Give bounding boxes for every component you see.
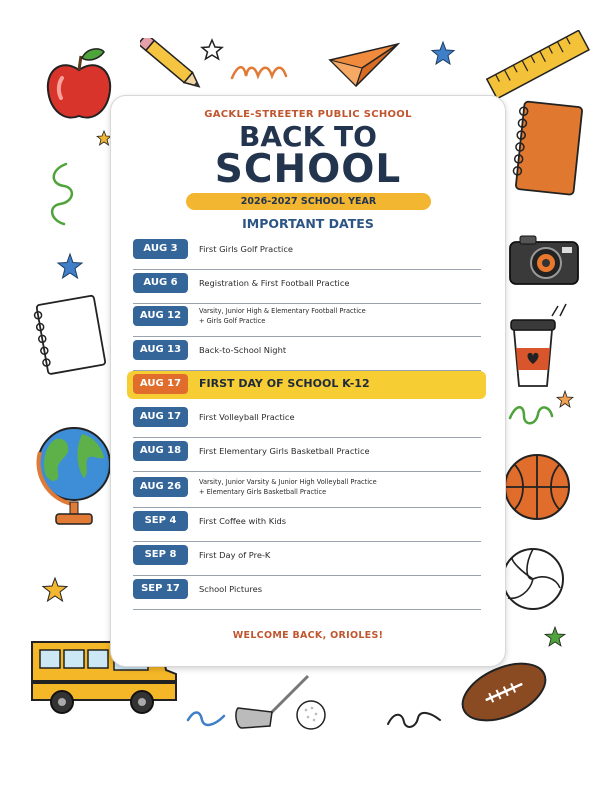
- star-icon: [556, 390, 574, 408]
- date-badge: AUG 12: [133, 306, 188, 326]
- date-row-highlight: [133, 373, 479, 407]
- coffee-cup-icon: [505, 312, 561, 390]
- date-row: [133, 303, 479, 337]
- spiral-notepad-icon: [30, 292, 110, 378]
- event-text: School Pictures: [199, 584, 263, 594]
- notebook-icon: [508, 96, 588, 200]
- divider: [133, 471, 481, 472]
- swirl-icon: [184, 708, 228, 728]
- date-badge: AUG 18: [133, 441, 188, 461]
- date-row: [133, 438, 479, 472]
- date-row: [133, 337, 479, 371]
- steam-icon: [548, 300, 572, 320]
- star-icon: [430, 40, 456, 66]
- event-text: [199, 477, 475, 497]
- date-badge: SEP 4: [133, 511, 188, 531]
- welcome-message: WELCOME BACK, ORIOLES!: [232, 630, 384, 641]
- event-text: First Day of Pre-K: [199, 550, 271, 560]
- event-text: First Elementary Girls Basketball Practice: [199, 446, 370, 456]
- camera-icon: [506, 230, 582, 288]
- date-row: [133, 508, 479, 542]
- title-line-1: BACK TO: [239, 120, 377, 153]
- star-icon: [40, 576, 70, 604]
- event-text-line-2: + Elementary Girls Basketball Practice: [199, 488, 327, 496]
- globe-icon: [32, 412, 112, 532]
- event-text-line-1: Varsity, Junior Varsity & Junior High Volleyball Practice: [199, 478, 377, 486]
- apple-icon: [42, 44, 116, 124]
- event-text: FIRST DAY OF SCHOOL K-12: [199, 377, 370, 390]
- date-badge: SEP 8: [133, 545, 188, 565]
- event-text: [199, 306, 475, 326]
- event-text: Registration & First Football Practice: [199, 278, 350, 288]
- flyer-card: [110, 95, 506, 667]
- date-badge: AUG 3: [133, 239, 188, 259]
- volleyball-icon: [500, 546, 566, 612]
- swirl-icon: [506, 398, 556, 432]
- event-text-line-2: + Girls Golf Practice: [199, 317, 266, 325]
- school-name: GACKLE-STREETER PUBLIC SCHOOL: [204, 109, 412, 120]
- squiggle-icon: [228, 60, 298, 86]
- date-badge: AUG 6: [133, 273, 188, 293]
- date-row: [133, 236, 479, 270]
- golf-ball-icon: [294, 698, 328, 732]
- star-icon: [544, 626, 566, 648]
- school-year-banner: 2026-2027 SCHOOL YEAR: [186, 193, 431, 210]
- date-row: [133, 404, 479, 438]
- event-text-line-1: Varsity, Junior High & Elementary Football Practice: [199, 307, 366, 315]
- event-text: Back-to-School Night: [199, 345, 287, 355]
- event-text: First Volleyball Practice: [199, 412, 295, 422]
- date-badge: AUG 17: [133, 407, 188, 427]
- ruler-icon: [482, 30, 592, 100]
- divider: [133, 609, 481, 610]
- date-badge: AUG 17: [133, 374, 188, 394]
- date-row: [133, 576, 479, 610]
- swirl-icon: [46, 160, 80, 230]
- squiggle-icon: [384, 706, 444, 732]
- star-icon: [200, 38, 224, 62]
- date-row: [133, 542, 479, 576]
- date-row: [133, 270, 479, 304]
- date-badge: SEP 17: [133, 579, 188, 599]
- event-text: First Coffee with Kids: [199, 516, 287, 526]
- paper-plane-icon: [326, 40, 400, 90]
- section-title: IMPORTANT DATES: [242, 216, 374, 231]
- date-row: [133, 474, 479, 508]
- star-icon: [56, 252, 84, 280]
- basketball-icon: [502, 452, 572, 522]
- date-badge: AUG 26: [133, 477, 188, 497]
- event-text: First Girls Golf Practice: [199, 244, 294, 254]
- date-badge: AUG 13: [133, 340, 188, 360]
- title-line-2: SCHOOL: [214, 147, 402, 192]
